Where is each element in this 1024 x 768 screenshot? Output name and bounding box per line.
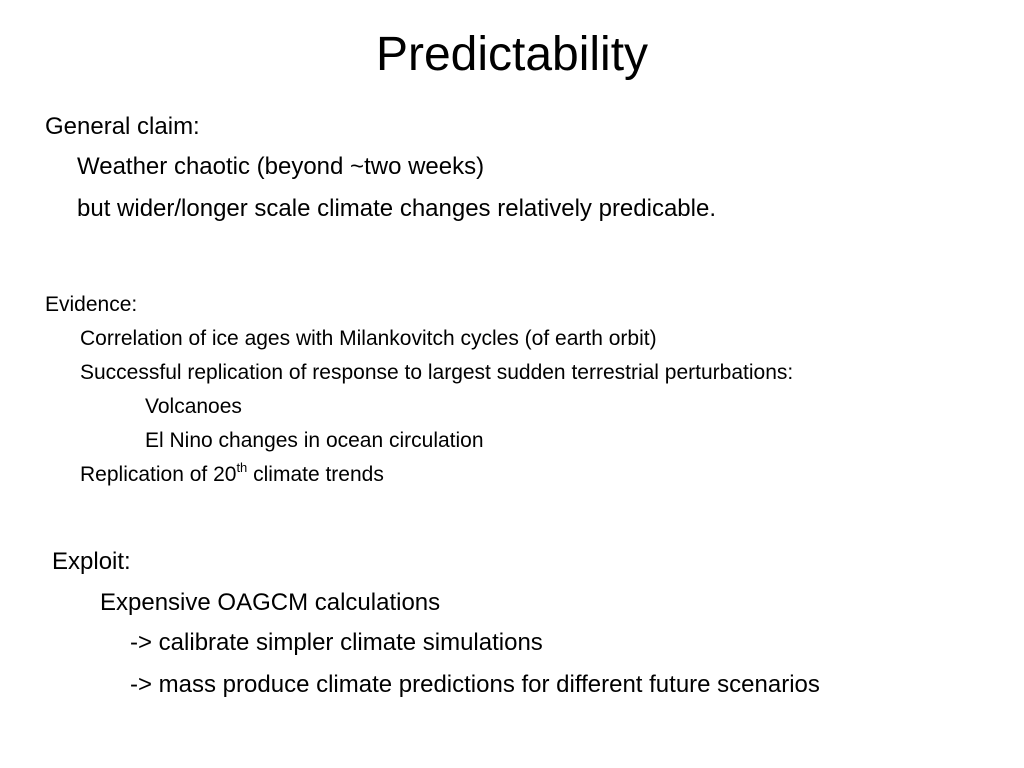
evidence-item-milankovitch: Correlation of ice ages with Milankovitch cycles (of earth orbit) — [80, 327, 657, 350]
evidence-subitem-el-nino: El Nino changes in ocean circulation — [145, 429, 484, 452]
exploit-bullet-mass-produce: -> mass produce climate predictions for different future scenarios — [130, 671, 820, 698]
claim-line-climate: but wider/longer scale climate changes relatively predicable. — [77, 195, 716, 222]
claim-line-weather: Weather chaotic (beyond ~two weeks) — [77, 153, 485, 180]
exploit-line-oagcm: Expensive OAGCM calculations — [100, 589, 441, 616]
trend-prefix: Replication of 20 — [80, 463, 237, 486]
evidence-item-replication: Successful replication of response to largest sudden terrestrial perturbations: — [80, 361, 794, 384]
evidence-subitem-volcanoes: Volcanoes — [145, 395, 242, 418]
trend-suffix: climate trends — [247, 463, 384, 486]
evidence-item-trends — [80, 462, 384, 488]
trend-superscript: th — [236, 460, 248, 475]
slide-title: Predictability — [375, 28, 649, 81]
claim-heading: General claim: — [45, 113, 200, 140]
exploit-bullet-calibrate: -> calibrate simpler climate simulations — [130, 629, 543, 656]
evidence-heading: Evidence: — [45, 293, 138, 316]
exploit-heading: Exploit: — [52, 548, 131, 575]
